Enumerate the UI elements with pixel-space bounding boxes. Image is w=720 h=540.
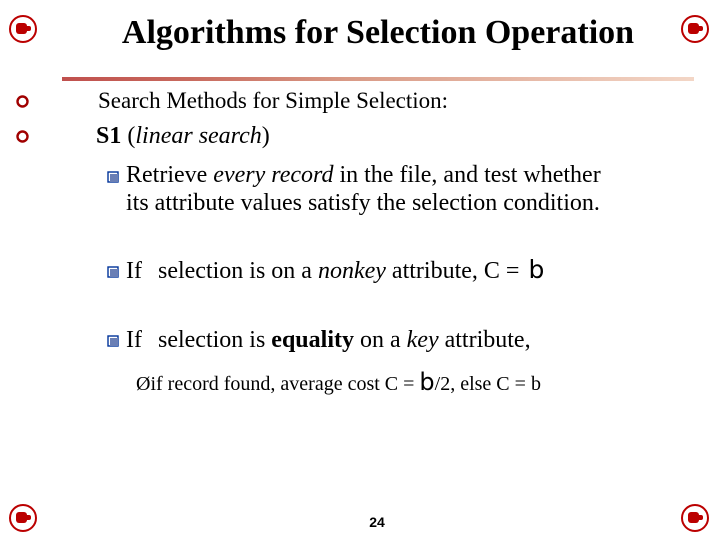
bullet-equality xyxy=(126,326,531,354)
bullet-s1 xyxy=(96,122,270,150)
bullet-nonkey xyxy=(126,256,544,285)
linear-search-text: linear search xyxy=(135,123,262,149)
bullet-text: Search Methods for Simple Selection: xyxy=(98,88,449,113)
var-b: b xyxy=(419,368,435,396)
round-bullet-icon xyxy=(16,130,29,143)
var-b: b xyxy=(528,255,545,284)
bullet-search-methods xyxy=(98,87,448,115)
text: attribute, xyxy=(438,327,531,353)
text: selection is on a xyxy=(157,258,318,284)
title-divider xyxy=(62,77,694,81)
bullet-retrieve xyxy=(126,161,601,189)
sub-bullet-cost xyxy=(136,368,541,398)
text: selection is xyxy=(157,327,272,353)
square-bullet-icon xyxy=(107,265,119,277)
text: attribute, C = xyxy=(385,258,526,284)
text: in the file, and test whether xyxy=(333,162,601,188)
text: if record found, average cost C = xyxy=(150,373,420,395)
text: /2, else C = xyxy=(434,373,531,395)
var-b: b xyxy=(530,373,541,395)
bullet-retrieve-cont xyxy=(126,189,600,217)
s1-label: S1 xyxy=(96,123,122,149)
arrow-bullet-icon: Ø xyxy=(136,373,151,395)
page-number: 24 xyxy=(369,514,385,530)
slide-title: Algorithms for Selection Operation xyxy=(121,14,635,51)
text: ) xyxy=(261,123,270,149)
fist-icon xyxy=(680,503,710,533)
fist-icon xyxy=(8,503,38,533)
text: If xyxy=(126,327,142,353)
square-bullet-icon xyxy=(107,170,119,182)
every-record-text: every record xyxy=(213,162,334,188)
equality-text: equality xyxy=(271,327,354,353)
text: ( xyxy=(121,123,136,149)
text: on a xyxy=(353,327,407,353)
nonkey-text: nonkey xyxy=(317,258,386,284)
text: Retrieve xyxy=(126,162,214,188)
text: its attribute values satisfy the selection condition. xyxy=(126,190,600,216)
round-bullet-icon xyxy=(16,95,29,108)
text: If xyxy=(126,258,142,284)
key-text: key xyxy=(406,327,439,353)
square-bullet-icon xyxy=(107,334,119,346)
